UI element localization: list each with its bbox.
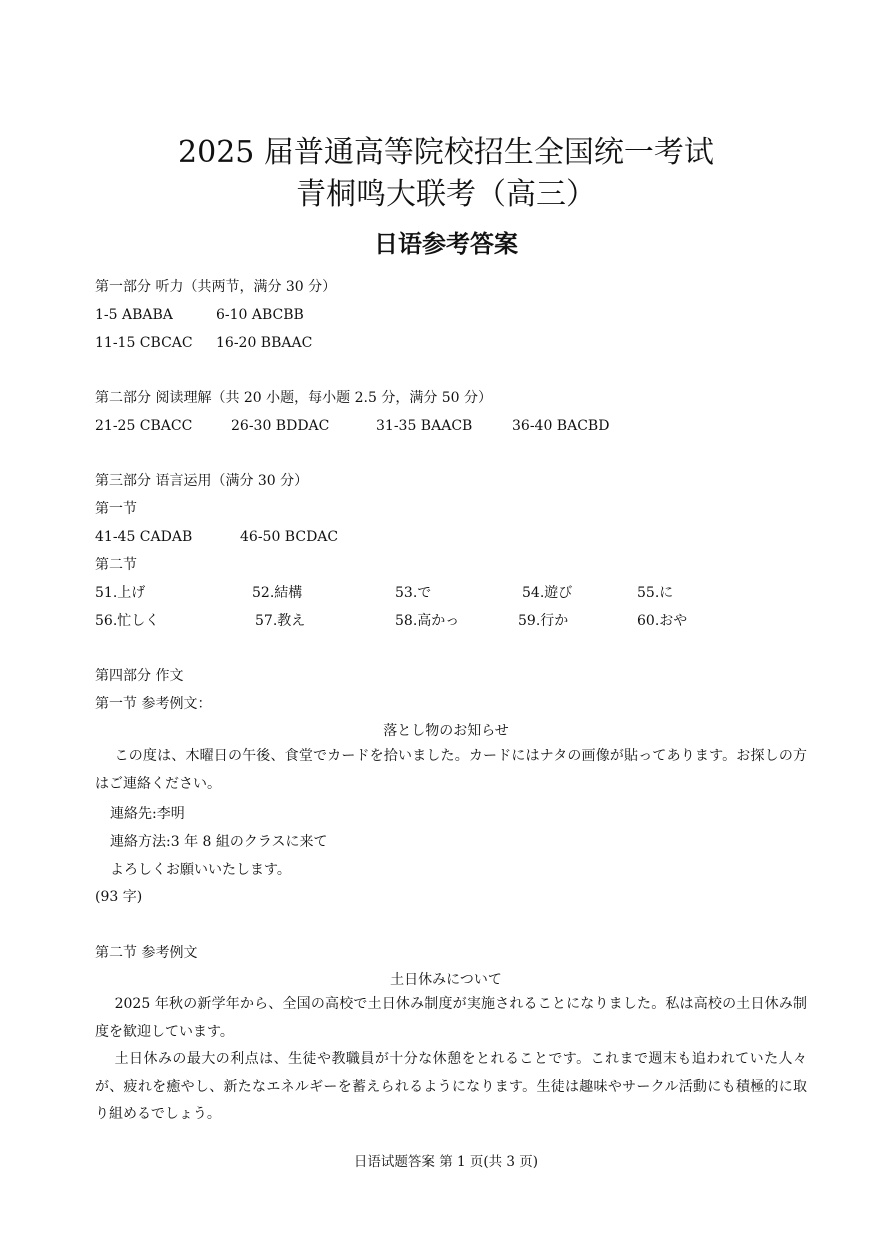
essay1-contact: 連絡先:李明 bbox=[110, 806, 185, 822]
part4-heading: 第四部分 作文 bbox=[95, 668, 184, 684]
part3-heading: 第三部分 语言运用（满分 30 分） bbox=[95, 473, 309, 489]
essay1-word-count: (93 字) bbox=[95, 889, 143, 905]
cloze-answer: 55.に bbox=[637, 585, 674, 601]
cloze-answer: 58.高かっ bbox=[395, 613, 460, 629]
answer-group: 36-40 BACBD bbox=[512, 418, 610, 434]
part1-heading: 第一部分 听力（共两节，满分 30 分） bbox=[95, 279, 337, 295]
exam-subtitle: 青桐鸣大联考（高三） bbox=[296, 177, 596, 212]
answer-group: 26-30 BDDAC bbox=[231, 418, 330, 434]
subject-title: 日语参考答案 bbox=[374, 230, 518, 258]
cloze-answer: 60.おや bbox=[637, 613, 688, 629]
part4-section2-label: 第二节 参考例文 bbox=[95, 945, 198, 961]
answer-group: 46-50 BCDAC bbox=[240, 529, 339, 545]
essay2-paragraph-1: 2025 年秋の新学年から、全国の高校で土日休み制度が実施されることになりました。私は高校の土日休み制度を歓迎しています。 bbox=[95, 996, 807, 1040]
cloze-answer: 57.教え bbox=[255, 613, 306, 629]
essay2-title: 土日休みについて bbox=[390, 972, 502, 988]
cloze-answer: 54.遊び bbox=[522, 585, 573, 601]
part3-section1-label: 第一节 bbox=[95, 501, 137, 517]
cloze-answer: 52.結構 bbox=[252, 585, 303, 601]
essay2-paragraph-2: 土日休みの最大の利点は、生徒や教職員が十分な休憩をとれることです。これまで週末も追われていた人々が、疲れを癒やし、新たなエネルギーを蓄えられるようになります。生徒は趣味やサークル活動にも積極的に取り組めるでしょう。 bbox=[95, 1051, 807, 1122]
answer-group: 31-35 BAACB bbox=[376, 418, 473, 434]
part4-section1-label: 第一节 参考例文： bbox=[95, 696, 212, 712]
essay1-method: 連絡方法:3 年 8 組のクラスに来て bbox=[110, 834, 328, 850]
answer-group: 21-25 CBACC bbox=[95, 418, 193, 434]
answer-group: 1-5 ABABA bbox=[95, 307, 173, 323]
answer-group: 16-20 BBAAC bbox=[216, 335, 313, 351]
part3-section2-label: 第二节 bbox=[95, 557, 137, 573]
essay1-closing: よろしくお願いいたします。 bbox=[110, 862, 291, 878]
answer-group: 6-10 ABCBB bbox=[216, 307, 304, 323]
answer-group: 41-45 CADAB bbox=[95, 529, 193, 545]
answer-group: 11-15 CBCAC bbox=[95, 335, 193, 351]
cloze-answer: 53.で bbox=[395, 585, 432, 601]
cloze-answer: 51.上げ bbox=[95, 585, 146, 601]
essay1-title: 落とし物のお知らせ bbox=[383, 723, 509, 739]
exam-title: 2025 届普通高等院校招生全国统一考试 bbox=[178, 135, 714, 170]
cloze-answer: 59.行か bbox=[518, 613, 569, 629]
essay1-body: この度は、木曜日の午後、食堂でカードを拾いました。カードにはナタの画像が貼ってあります。お探しの方はご連絡ください。 bbox=[95, 748, 807, 792]
page-footer: 日语试题答案 第 1 页(共 3 页) bbox=[353, 1154, 539, 1170]
part2-heading: 第二部分 阅读理解（共 20 小题，每小题 2.5 分，满分 50 分） bbox=[95, 390, 493, 406]
cloze-answer: 56.忙しく bbox=[95, 613, 160, 629]
